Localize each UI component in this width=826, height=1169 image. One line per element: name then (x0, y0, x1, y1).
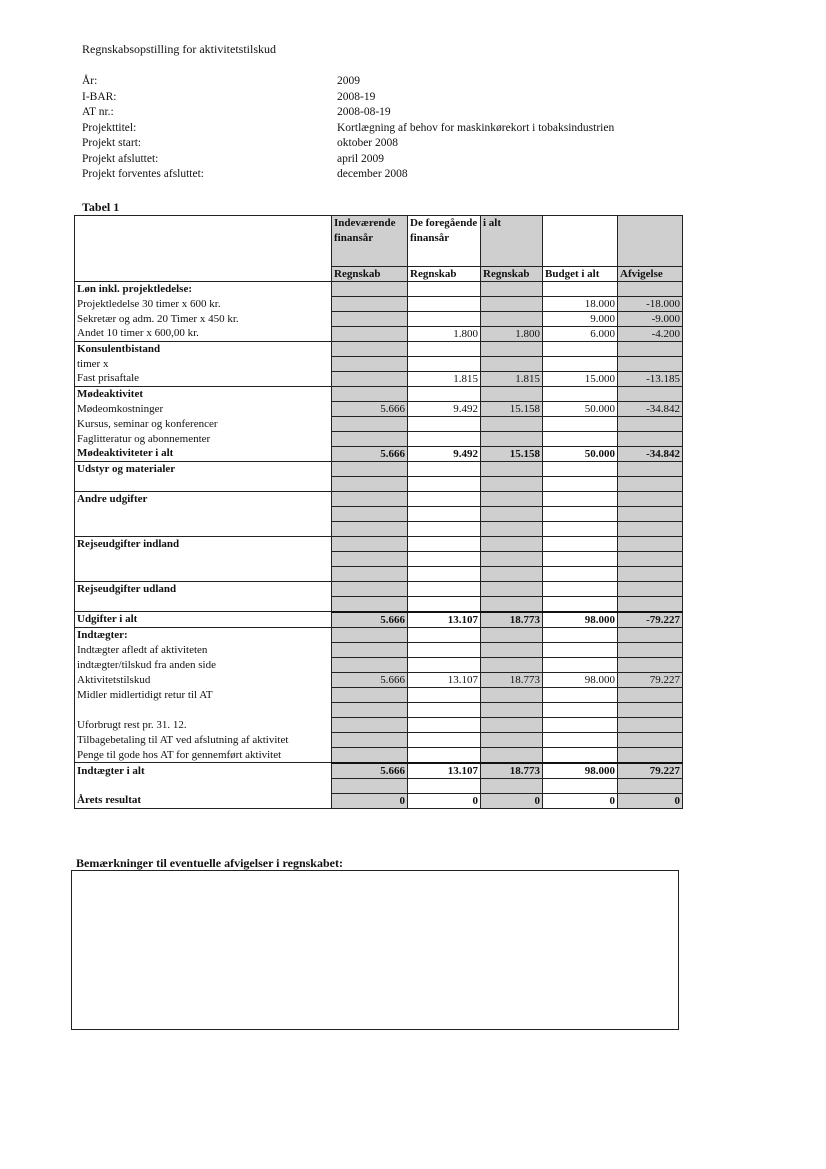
financial-table (74, 215, 683, 809)
table-row: Andet 10 timer x 600,00 kr. 1.800 1.800 6.000 -4.200 (75, 326, 683, 341)
table-row: Rejseudgifter indland (75, 536, 683, 551)
table-row (75, 702, 683, 717)
table-row (75, 566, 683, 581)
table-row (75, 476, 683, 491)
table-row (75, 506, 683, 521)
header-previous-years: De foregående finansår (408, 216, 481, 267)
table-row: Mødeaktiviteter i alt 5.666 9.492 15.158 50.000 -34.842 (75, 446, 683, 461)
table-row: Uforbrugt rest pr. 31. 12. (75, 717, 683, 732)
table-row: timer x (75, 356, 683, 371)
table-row: Indtægter: (75, 627, 683, 642)
table-row: Fast prisaftale 1.815 1.815 15.000 -13.185 (75, 371, 683, 386)
table-row: Mødeomkostninger 5.666 9.492 15.158 50.000 -34.842 (75, 401, 683, 416)
table-label: Tabel 1 (82, 200, 120, 214)
remarks-label: Bemærkninger til eventuelle afvigelser i regnskabet: (76, 856, 343, 870)
table-row: indtægter/tilskud fra anden side (75, 657, 683, 672)
header-total: i alt (481, 216, 543, 267)
meta-row-ibar: I-BAR: 2008-19 (82, 90, 376, 103)
remarks-box (71, 870, 679, 1030)
table-row-expenses-total: Udgifter i alt 5.666 13.107 18.773 98.000 -79.227 (75, 612, 683, 628)
document-title: Regnskabsopstilling for aktivitetstilskud (82, 42, 276, 56)
table-row: Andre udgifter (75, 491, 683, 506)
table-row: Tilbagebetaling til AT ved afslutning af aktivitet (75, 732, 683, 747)
table-row (75, 596, 683, 612)
meta-row-ended: Projekt afsluttet: april 2009 (82, 152, 384, 165)
table-row: Kursus, seminar og konferencer (75, 416, 683, 431)
table-row (75, 521, 683, 536)
header-current-year: Indeværende finansår (332, 216, 408, 267)
table-row (75, 551, 683, 566)
table-row (75, 778, 683, 793)
table-row: Penge til gode hos AT for gennemført aktivitet (75, 747, 683, 763)
meta-row-start: Projekt start: oktober 2008 (82, 137, 399, 149)
table-row: Midler midlertidigt retur til AT (75, 687, 683, 702)
table-row: Udstyr og materialer (75, 461, 683, 476)
table-row: Konsulentbistand (75, 341, 683, 356)
table-row: Løn inkl. projektledelse: (75, 281, 683, 296)
table-subheader-row: Regnskab Regnskab Regnskab Budget i alt Afvigelse (75, 266, 683, 281)
table-row-result: Årets resultat 0 0 0 0 0 (75, 793, 683, 808)
table-header-row (75, 216, 683, 267)
meta-row-title: Projekttitel: Kortlægning af behov for maskinkørekort i tobaksindustrien (82, 121, 615, 134)
meta-row-year: År: 2009 (82, 75, 360, 87)
table-row: Rejseudgifter udland (75, 581, 683, 596)
meta-row-at-nr: AT nr.: 2008-08-19 (82, 106, 391, 118)
table-row: Aktivitetstilskud 5.666 13.107 18.773 98.000 79.227 (75, 672, 683, 687)
table-row-income-total: Indtægter i alt 5.666 13.107 18.773 98.000 79.227 (75, 763, 683, 779)
table-row: Faglitteratur og abonnementer (75, 431, 683, 446)
table-row: Projektledelse 30 timer x 600 kr. 18.000 -18.000 (75, 296, 683, 311)
table-row: Mødeaktivitet (75, 386, 683, 401)
table-row: Indtægter afledt af aktiviteten (75, 642, 683, 657)
table-row: Sekretær og adm. 20 Timer x 450 kr. 9.000 -9.000 (75, 311, 683, 326)
project-metadata (82, 74, 614, 183)
meta-row-expected: Projekt forventes afsluttet: december 2008 (82, 168, 408, 180)
